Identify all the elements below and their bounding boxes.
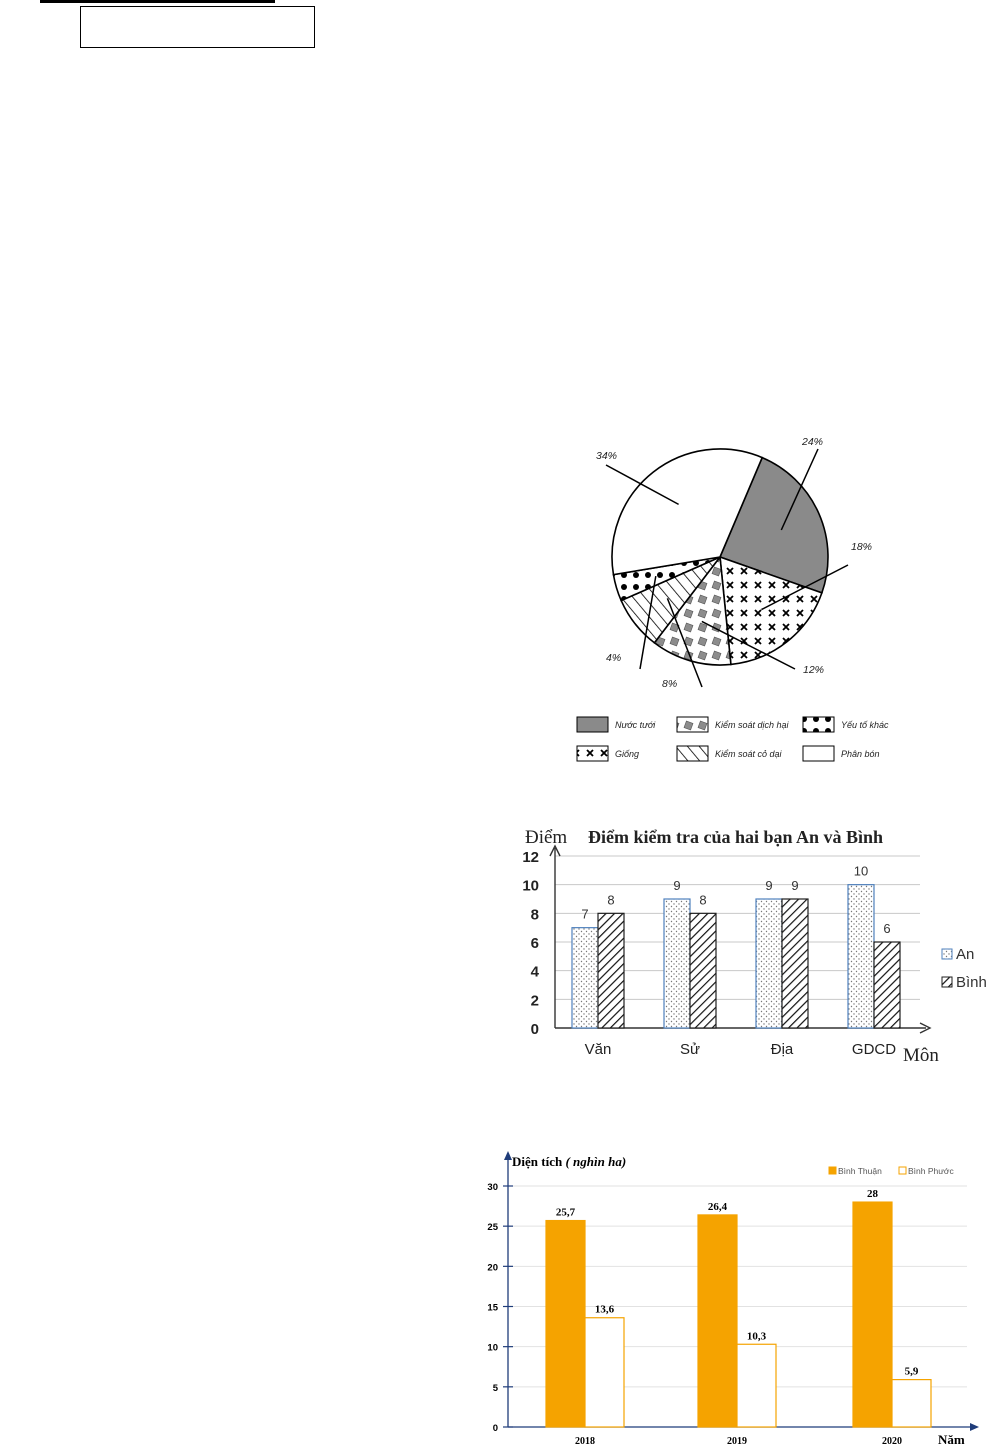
pie-chart-costs: [570, 425, 900, 775]
legend-label-an: An: [956, 946, 975, 963]
legend-swatch-giong: [577, 746, 608, 761]
bar-chart-scores-svg: [500, 815, 995, 1070]
x-tick-label: Văn: [584, 1041, 612, 1058]
bar-value-label: 8: [607, 892, 615, 908]
y-tick-label: 10: [522, 877, 539, 895]
bar-value-label: 26,4: [707, 1200, 728, 1213]
x-tick-label: Sử: [679, 1041, 701, 1058]
bar-value-label: 6: [883, 921, 891, 936]
legend-swatch-an: [942, 949, 952, 959]
bar-an-gdcd: [848, 885, 874, 1028]
y-tick-label: 12: [522, 849, 539, 866]
legend-label-yeu-to-khac: Yếu tố khác: [841, 720, 889, 730]
x-axis-arrow: [970, 1423, 979, 1431]
bar-binh-gdcd: [874, 942, 900, 1028]
bar-binh-thuan-2018: [546, 1221, 585, 1427]
bar-value-label: 25,7: [555, 1206, 576, 1219]
x-tick-label: Địa: [770, 1041, 794, 1058]
y-tick-label: 2: [530, 992, 539, 1010]
legend-swatch-phan-bon: [803, 746, 834, 761]
bar-an-dia: [756, 899, 782, 1028]
bar-binh-dia: [782, 899, 808, 1028]
bar-value-label: 9: [765, 878, 773, 893]
x-tick-label: 2018: [575, 1436, 595, 1447]
y-axis-label: Điểm: [525, 827, 568, 848]
y-tick-label: 30: [487, 1182, 498, 1193]
bar-an-van: [572, 928, 598, 1028]
bar-binh-thuan-2020: [853, 1202, 892, 1427]
y-tick-label: 0: [530, 1021, 539, 1038]
bar-binh-su: [690, 913, 716, 1028]
bar-value-label: 13,6: [594, 1303, 615, 1316]
x-axis-label: Môn: [903, 1045, 939, 1066]
legend-swatch-binh: [942, 977, 952, 987]
pie-value-label: 18%: [851, 541, 873, 553]
legend-label-binh: Bình: [956, 974, 987, 991]
bar-binh-van: [598, 913, 624, 1028]
bar-chart-scores: [500, 815, 995, 1070]
legend-swatch-kiem-soat-dich-hai: [677, 717, 708, 732]
bar-value-label: 5,9: [904, 1365, 919, 1378]
legend-label-giong: Giống: [615, 749, 640, 759]
pie-value-label: 34%: [596, 450, 618, 462]
bar-value-label: 8: [699, 892, 707, 908]
bar-value-label: 7: [581, 906, 589, 922]
y-tick-label: 15: [487, 1302, 498, 1314]
legend-swatch-binh-phuoc: [899, 1167, 906, 1174]
legend-label-binh-thuan: Bình Thuận: [838, 1166, 882, 1176]
pie-chart-svg: [570, 425, 900, 775]
chart-title: Điểm kiểm tra của hai bạn An và Bình: [588, 827, 884, 847]
y-axis-label: Diện tích ( nghìn ha): [512, 1154, 627, 1169]
pie-value-label: 4%: [606, 652, 622, 664]
legend-label-phan-bon: Phân bón: [841, 749, 880, 759]
header-rule: [40, 0, 275, 3]
x-tick-label: GDCD: [851, 1041, 897, 1058]
legend-swatch-yeu-to-khac: [803, 717, 834, 732]
y-tick-label: 5: [492, 1382, 498, 1394]
bar-binh-phuoc-2019: [737, 1344, 776, 1427]
legend-label-kiem-soat-co-dai: Kiểm soát cỏ dại: [715, 749, 782, 759]
bar-value-label: 28: [867, 1188, 878, 1201]
x-tick-label: 2019: [727, 1436, 747, 1447]
bar-chart-area-svg: [480, 1148, 990, 1451]
bar-an-su: [664, 899, 690, 1028]
pie-value-label: 24%: [802, 436, 824, 448]
legend-label-kiem-soat-dich-hai: Kiểm soát dịch hại: [715, 720, 789, 730]
x-tick-label: 2020: [882, 1436, 902, 1447]
header-empty-box: [80, 6, 315, 48]
bar-binh-phuoc-2020: [892, 1380, 931, 1427]
bar-binh-thuan-2019: [698, 1215, 737, 1427]
bar-chart-area: [480, 1148, 990, 1451]
y-tick-label: 6: [530, 935, 539, 952]
legend-swatch-kiem-soat-co-dai: [677, 746, 708, 761]
y-axis-arrow: [504, 1151, 512, 1160]
bar-value-label: 10,3: [746, 1330, 767, 1343]
y-tick-label: 4: [530, 963, 539, 981]
y-tick-label: 25: [487, 1222, 498, 1234]
legend-label-binh-phuoc: Bình Phước: [908, 1166, 954, 1176]
legend-swatch-nuoc-tuoi: [577, 717, 608, 732]
bar-binh-phuoc-2018: [585, 1318, 624, 1427]
pie-value-label: 12%: [803, 664, 825, 676]
y-tick-label: 8: [530, 906, 539, 924]
y-tick-label: 0: [492, 1423, 498, 1434]
x-axis-label: Năm: [938, 1432, 965, 1447]
y-tick-label: 20: [487, 1262, 498, 1274]
legend-swatch-binh-thuan: [829, 1167, 836, 1174]
bar-value-label: 10: [853, 863, 869, 879]
y-tick-label: 10: [487, 1342, 498, 1354]
pie-value-label: 8%: [662, 678, 678, 690]
bar-value-label: 9: [791, 878, 799, 893]
bar-value-label: 9: [673, 878, 681, 893]
legend-label-nuoc-tuoi: Nước tưới: [615, 720, 656, 730]
